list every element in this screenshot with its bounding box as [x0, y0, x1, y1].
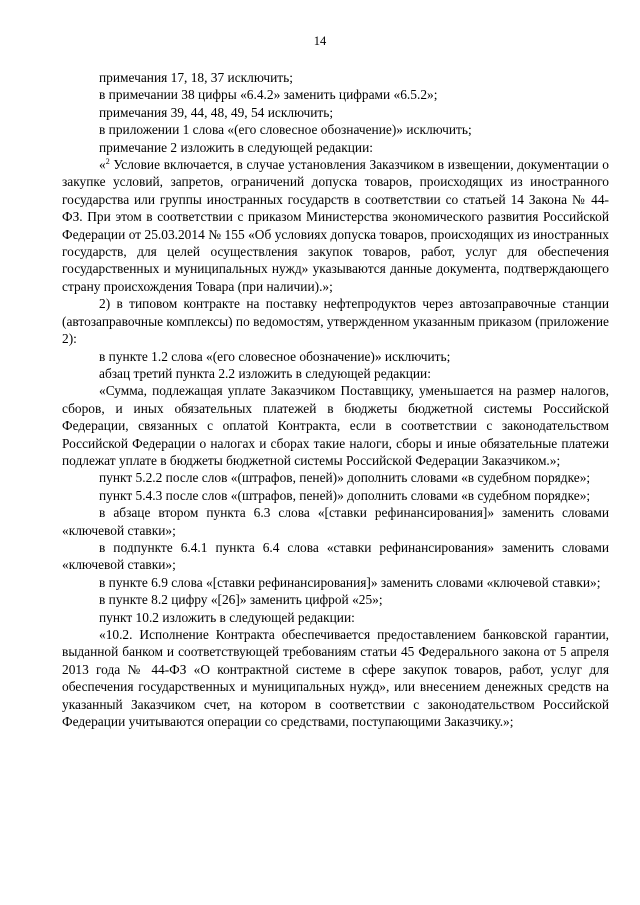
paragraph-12: пункт 5.4.3 после слов «(штрафов, пеней)» дополнить словами «в судебном порядке»; [99, 487, 591, 503]
paragraph-2: в примечании 38 цифры «6.4.2» заменить цифрами «6.5.2»; [99, 87, 438, 103]
paragraph-7: 2) в типовом контракте на поставку нефтепродуктов через автозаправочные станции (автозаправочные комплексы) по ведомостям, утвержденном указанным приказом (приложение 2): [62, 296, 609, 347]
paragraph-4: в приложении 1 слова «(его словесное обозначение)» исключить; [99, 122, 472, 138]
paragraph-11: пункт 5.2.2 после слов «(штрафов, пеней)» дополнить словами «в судебном порядке»; [99, 470, 591, 486]
paragraph-8: в пункте 1.2 слова «(его словесное обозначение)» исключить; [99, 348, 451, 364]
paragraph-6-text: Условие включается, в случае установления Заказчиком в извещении, документации о закупке условий, запретов, ограничений допуска товаров, происходящих из иностранного государства или группы иностранных государств в соответствии со статьей 14 Закона № 44-ФЗ. При этом в соответствии с приказом Министерства экономического развития Российской Федерации от 25.03.2014 № 155 «Об условиях допуска товаров, происходящих из иностранных государств, для целей осуществления закупок товаров, работ, услуг для обеспечения государственных и муниципальных нужд» указываются данные документа, подтверждающего страну происхождения Товара (при наличии).»; [62, 157, 609, 294]
paragraph-6 [62, 156, 609, 295]
paragraph-5: примечание 2 изложить в следующей редакции: [99, 139, 373, 155]
paragraph-18: «10.2. Исполнение Контракта обеспечивается предоставлением банковской гарантии, выданной банком и соответствующей требованиям статьи 45 Федерального закона от 5 апреля 2013 года № 44-ФЗ «О контрактной системе в сфере закупок товаров, работ, услуг для обеспечения государственных и муниципальных нужд», или внесением денежных средств на указанный Заказчиком счет, на котором в соответствии с законодательством Российской Федерации учитываются операции со средствами, поступающими Заказчику.»; [62, 627, 609, 730]
paragraph-14: в подпункте 6.4.1 пункта 6.4 слова «ставки рефинансирования» заменить словами «ключевой ставки»; [62, 539, 609, 573]
paragraph-9: абзац третий пункта 2.2 изложить в следующей редакции: [99, 365, 431, 381]
paragraph-1: примечания 17, 18, 37 исключить; [99, 70, 293, 85]
paragraph-15: в пункте 6.9 слова «[ставки рефинансирования]» заменить словами «ключевой ставки»; [99, 574, 601, 590]
paragraph-16: в пункте 8.2 цифру «[26]» заменить цифрой «25»; [99, 592, 383, 608]
paragraph-3: примечания 39, 44, 48, 49, 54 исключить; [99, 104, 334, 120]
paragraph-10: «Сумма, подлежащая уплате Заказчиком Поставщику, уменьшается на размер налогов, сборов, и иных обязательных платежей в бюджеты бюджетной системы Российской Федерации, связанных с оплатой Контракта, если в соответствии с законодательством Российской Федерации о налогах и сборах такие налоги, сборы и иные обязательные платежи подлежат уплате в бюджеты бюджетной системы Российской Федерации Заказчиком.»; [62, 383, 609, 468]
quote-open: « [99, 157, 106, 173]
page-number: 14 [313, 34, 327, 48]
document-body [62, 69, 609, 730]
paragraph-13: в абзаце втором пункта 6.3 слова «[ставки рефинансирования]» заменить словами «ключевой ставки»; [62, 505, 609, 538]
footnote-marker: 2 [105, 157, 110, 167]
paragraph-17: пункт 10.2 изложить в следующей редакции: [99, 609, 355, 625]
